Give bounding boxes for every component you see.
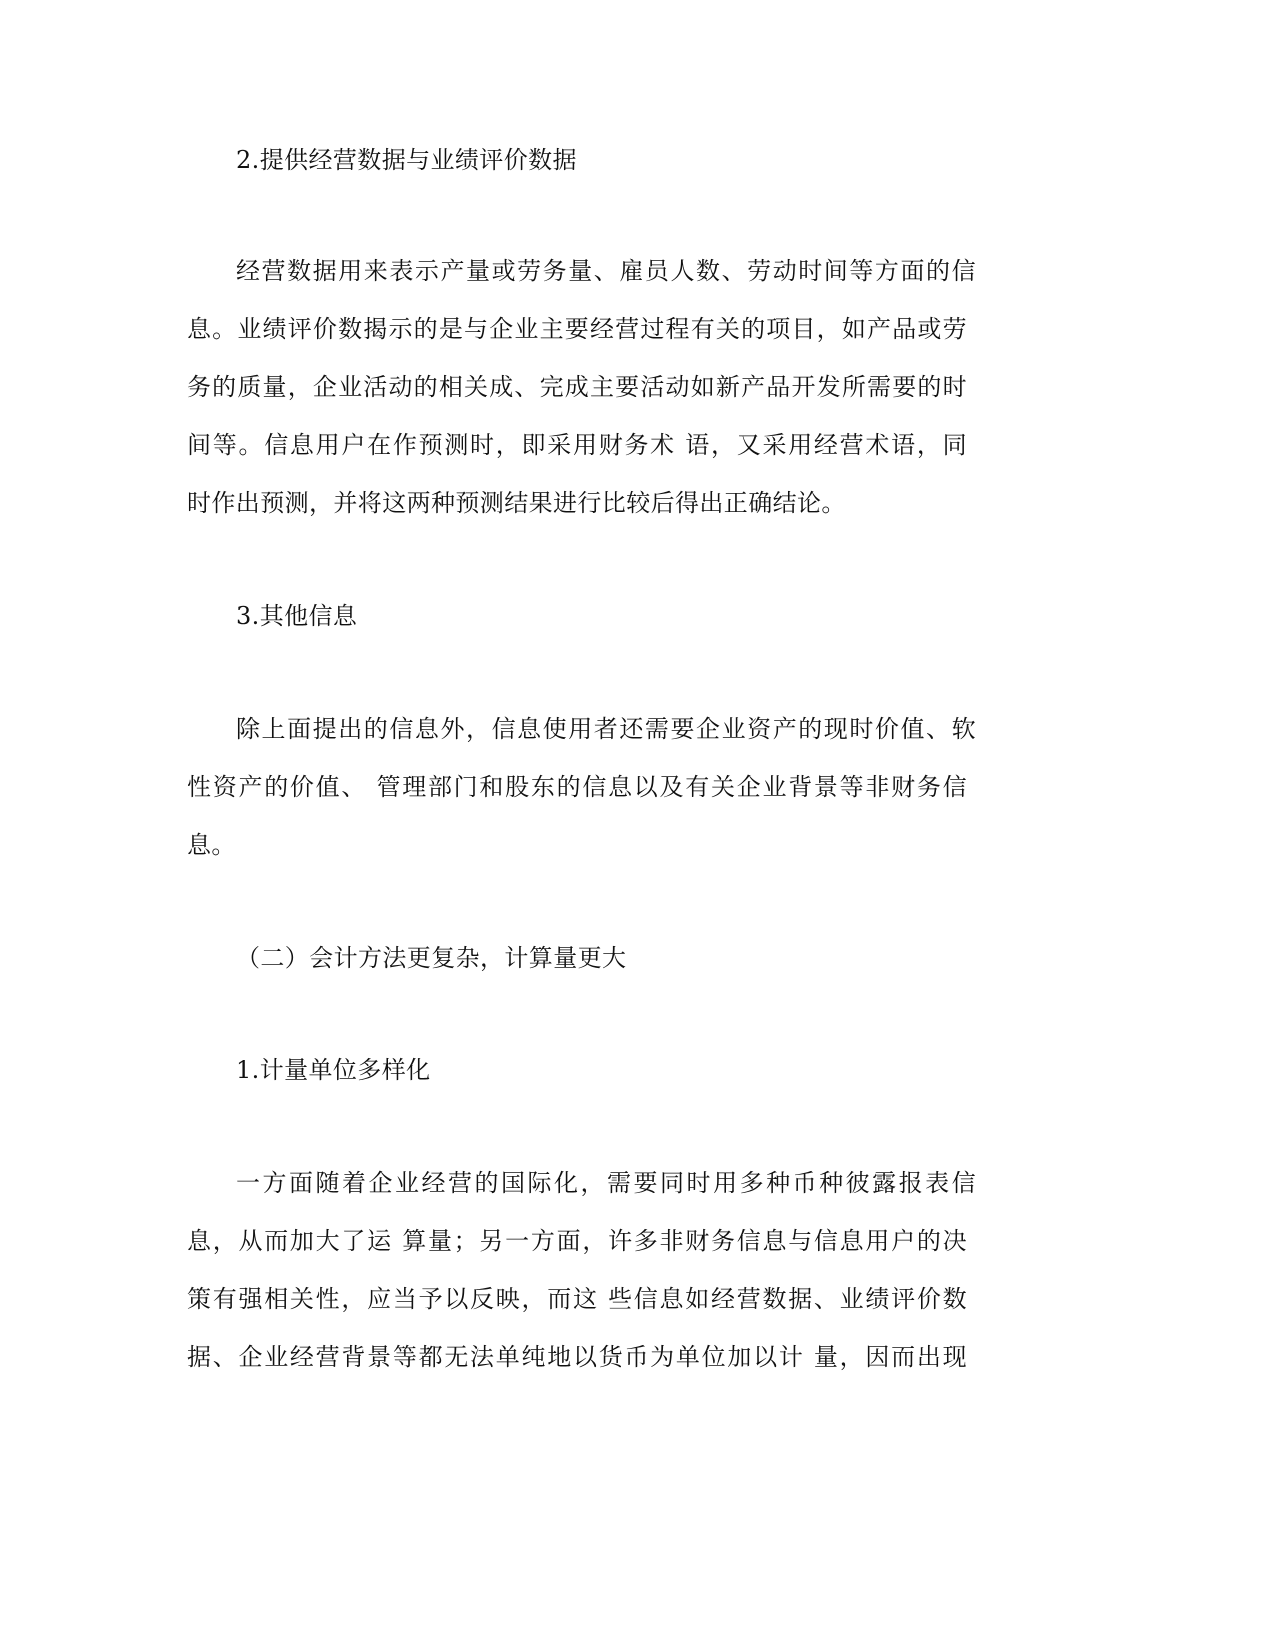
paragraph-line: 息。 [187,831,236,859]
paragraph-line: 息。业绩评价数揭示的是与企业主要经营过程有关的项目，如产品或劳 [187,315,967,343]
heading-operating-data: 2.提供经营数据与业绩评价数据 [236,146,577,174]
section-heading: （二）会计方法更复杂，计算量更大 [236,944,627,972]
paragraph-line: 策有强相关性，应当予以反映，而这 些信息如经营数据、业绩评价数 [187,1285,967,1313]
paragraph-line: 除上面提出的信息外，信息使用者还需要企业资产的现时价值、软 [236,715,976,743]
paragraph-line: 据、企业经营背景等都无法单纯地以货币为单位加以计 量，因而出现 [187,1343,967,1371]
paragraph-line: 经营数据用来表示产量或劳务量、雇员人数、劳动时间等方面的信 [236,257,976,285]
heading-measurement-units: 1.计量单位多样化 [236,1056,431,1084]
heading-other-info: 3.其他信息 [236,602,358,630]
paragraph-line: 息，从而加大了运 算量；另一方面，许多非财务信息与信息用户的决 [187,1227,967,1255]
paragraph-line: 性资产的价值、 管理部门和股东的信息以及有关企业背景等非财务信 [187,773,967,801]
paragraph-line: 务的质量，企业活动的相关成、完成主要活动如新产品开发所需要的时 [187,373,967,401]
paragraph-line: 一方面随着企业经营的国际化，需要同时用多种币种彼露报表信 [236,1169,976,1197]
paragraph-line: 间等。信息用户在作预测时，即采用财务术 语，又采用经营术语，同 [187,431,967,459]
paragraph-line: 时作出预测，并将这两种预测结果进行比较后得出正确结论。 [187,489,846,517]
